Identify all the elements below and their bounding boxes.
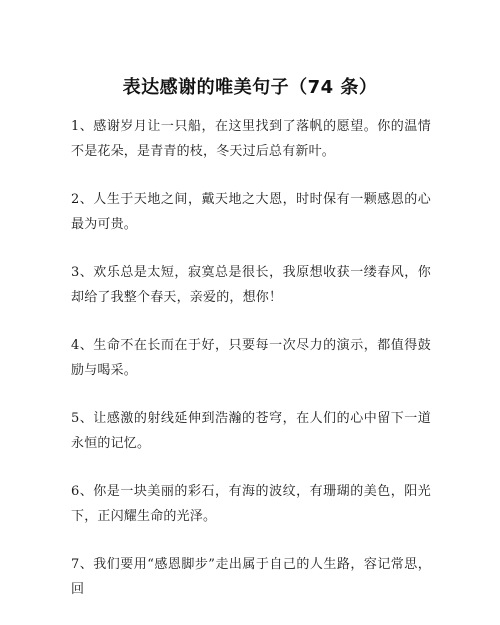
sentence-list [71, 114, 431, 625]
list-item: 6、你是一块美丽的彩石，有海的波纹，有珊瑚的美色，阳光下，正闪耀生命的光泽。 [71, 484, 431, 524]
list-item: 4、生命不在长而在于好，只要每一次尽力的演示，都值得鼓励与喝采。 [71, 338, 431, 378]
document-title: 表达感谢的唯美句子（74 条） [122, 77, 378, 98]
list-item: 3、欢乐总是太短，寂寞总是很长，我原想收获一缕春风，你却给了我整个春天，亲爱的，想你！ [71, 265, 431, 305]
list-item: 5、让感激的射线延伸到浩瀚的苍穹，在人们的心中留下一道永恒的记忆。 [71, 411, 431, 451]
list-item: 7、我们要用“感恩脚步”走出属于自己的人生路，容记常思，回 [71, 557, 431, 597]
list-item: 1、感谢岁月让一只船，在这里找到了落帆的愿望。你的温情不是花朵，是青青的枝，冬天过后总有新叶。 [71, 119, 431, 159]
list-item: 2、人生于天地之间，戴天地之大恩，时时保有一颗感恩的心最为可贵。 [71, 192, 431, 232]
